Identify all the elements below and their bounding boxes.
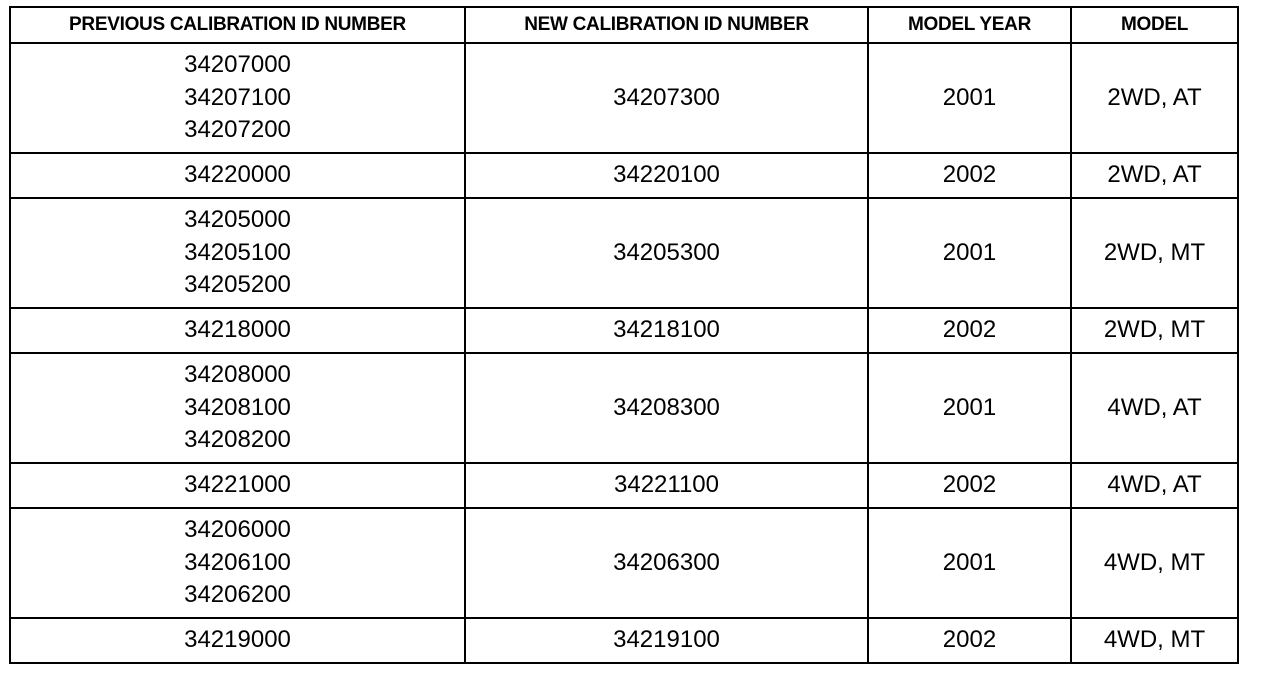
table-row [10, 463, 1238, 508]
table-row [10, 153, 1238, 198]
previous-id: 34205200 [184, 271, 291, 299]
calibration-table [9, 6, 1239, 664]
new-id-cell: 34218100 [465, 308, 868, 353]
previous-id-cell [10, 198, 465, 308]
model-year-cell: 2001 [868, 43, 1071, 153]
previous-id: 34207000 [184, 51, 291, 79]
new-id-cell: 34219100 [465, 618, 868, 663]
previous-id: 34220000 [184, 161, 291, 189]
model-cell: 4WD, MT [1071, 508, 1238, 618]
header-previous-calibration-id: PREVIOUS CALIBRATION ID NUMBER [10, 7, 465, 43]
model-year-cell: 2001 [868, 353, 1071, 463]
previous-id-cell [10, 463, 465, 508]
previous-id: 34206200 [184, 581, 291, 609]
previous-id-cell [10, 618, 465, 663]
header-new-calibration-id: NEW CALIBRATION ID NUMBER [465, 7, 868, 43]
model-year-cell: 2002 [868, 463, 1071, 508]
model-cell: 2WD, MT [1071, 308, 1238, 353]
previous-id-cell [10, 308, 465, 353]
table-row [10, 618, 1238, 663]
model-cell: 4WD, AT [1071, 463, 1238, 508]
table-row [10, 353, 1238, 463]
previous-id-cell [10, 153, 465, 198]
previous-id: 34221000 [184, 471, 291, 499]
model-cell: 4WD, MT [1071, 618, 1238, 663]
new-id-cell: 34220100 [465, 153, 868, 198]
table-row [10, 308, 1238, 353]
table-row [10, 508, 1238, 618]
previous-id: 34206000 [184, 516, 291, 544]
previous-id: 34208100 [184, 393, 291, 421]
model-year-cell: 2002 [868, 618, 1071, 663]
model-cell: 4WD, AT [1071, 353, 1238, 463]
new-id-cell: 34207300 [465, 43, 868, 153]
header-model-year: MODEL YEAR [868, 7, 1071, 43]
previous-id: 34205100 [184, 238, 291, 266]
previous-id: 34206100 [184, 548, 291, 576]
previous-id-cell [10, 508, 465, 618]
model-year-cell: 2001 [868, 198, 1071, 308]
model-year-cell: 2001 [868, 508, 1071, 618]
model-cell: 2WD, AT [1071, 153, 1238, 198]
previous-id: 34205000 [184, 206, 291, 234]
header-model: MODEL [1071, 7, 1238, 43]
previous-id: 34207100 [184, 83, 291, 111]
model-cell: 2WD, AT [1071, 43, 1238, 153]
table-row [10, 198, 1238, 308]
model-cell: 2WD, MT [1071, 198, 1238, 308]
previous-id: 34219000 [184, 626, 291, 654]
model-year-cell: 2002 [868, 153, 1071, 198]
new-id-cell: 34206300 [465, 508, 868, 618]
previous-id-cell [10, 43, 465, 153]
previous-id: 34207200 [184, 116, 291, 144]
header-row [10, 7, 1238, 43]
previous-id: 34208000 [184, 361, 291, 389]
table-row [10, 43, 1238, 153]
previous-id: 34208200 [184, 426, 291, 454]
previous-id-cell [10, 353, 465, 463]
new-id-cell: 34208300 [465, 353, 868, 463]
previous-id: 34218000 [184, 316, 291, 344]
new-id-cell: 34221100 [465, 463, 868, 508]
new-id-cell: 34205300 [465, 198, 868, 308]
model-year-cell: 2002 [868, 308, 1071, 353]
